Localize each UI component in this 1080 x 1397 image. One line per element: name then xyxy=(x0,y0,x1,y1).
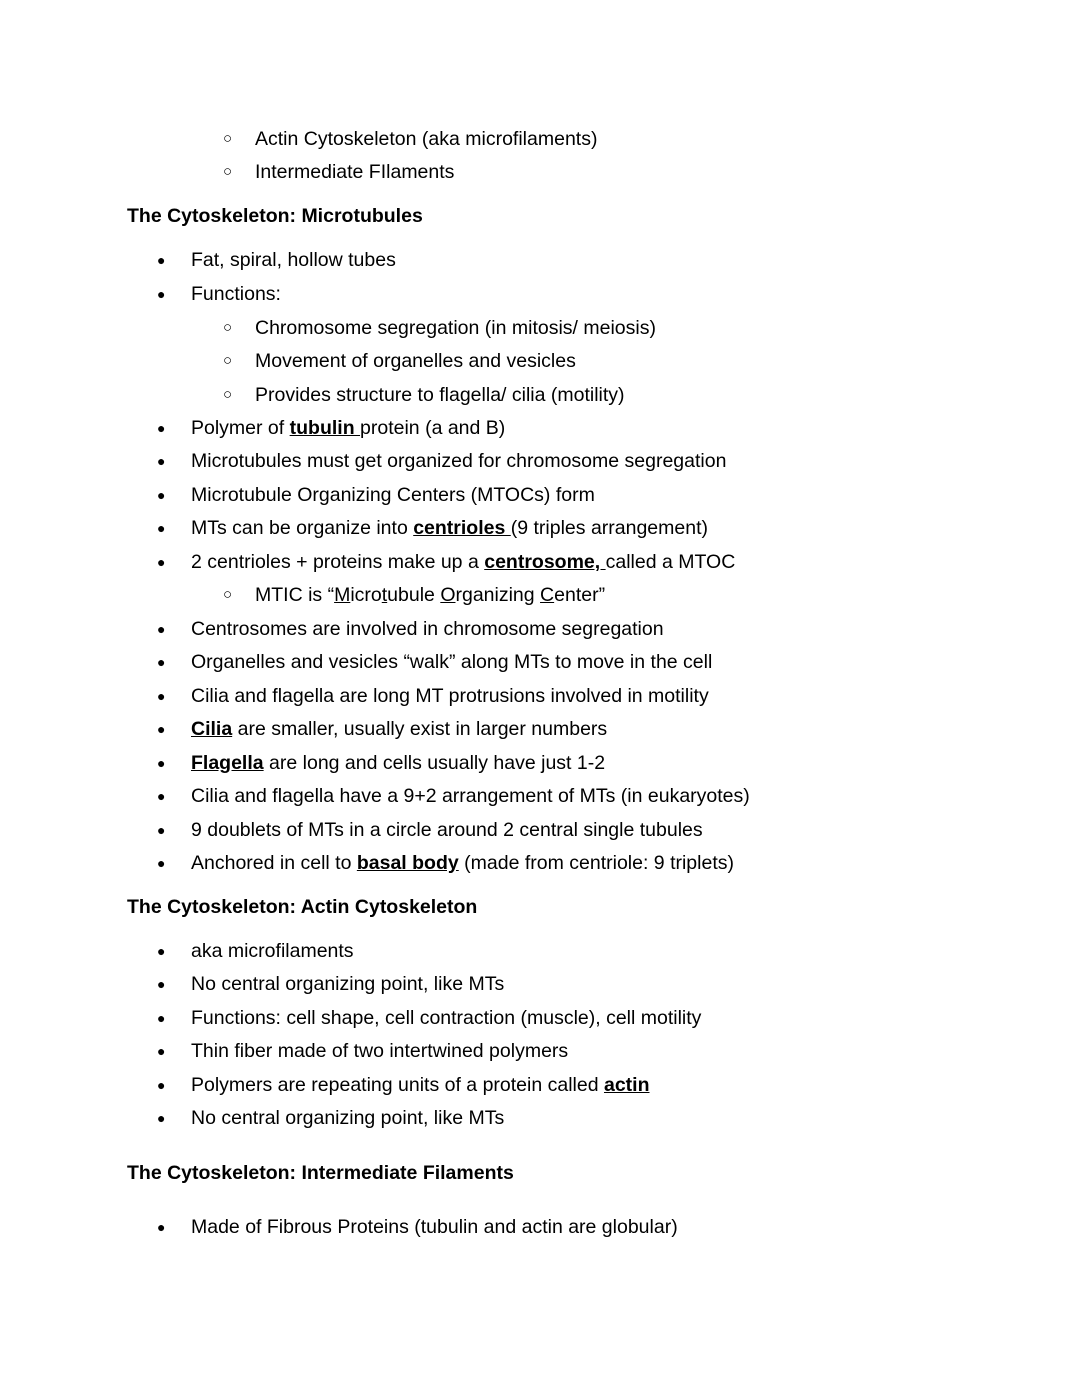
text-run: ubule xyxy=(387,584,441,606)
list-item-text: Cilia and flagella are long MT protrusions involved in motility xyxy=(191,685,709,707)
hollow-bullet-icon: ○ xyxy=(223,586,233,603)
list-item-text xyxy=(191,1073,650,1097)
list-item-text: Functions: cell shape, cell contraction (muscle), cell motility xyxy=(191,1007,702,1029)
text-run: protein (a and B) xyxy=(360,417,506,439)
section-heading-microtubules: The Cytoskeleton: Microtubules xyxy=(127,205,423,227)
bullet-icon: ● xyxy=(157,286,166,302)
text-run: called a MTOC xyxy=(605,551,736,573)
bullet-icon: ● xyxy=(157,453,166,469)
bullet-icon: ● xyxy=(157,976,166,992)
section-heading-intermediate: The Cytoskeleton: Intermediate Filaments xyxy=(127,1162,514,1184)
list-item-text xyxy=(191,717,607,741)
list-item-text xyxy=(255,583,605,607)
hollow-bullet-icon: ○ xyxy=(223,352,233,369)
list-item-text: Movement of organelles and vesicles xyxy=(255,350,576,372)
list-item-text xyxy=(191,516,708,540)
list-item-text: No central organizing point, like MTs xyxy=(191,1107,505,1129)
bullet-icon: ● xyxy=(157,487,166,503)
list-item-text xyxy=(191,416,505,440)
key-term: Cilia xyxy=(191,718,233,740)
key-term: centrioles xyxy=(413,517,511,539)
bullet-icon: ● xyxy=(157,621,166,637)
text-run: enter” xyxy=(554,584,606,606)
list-item-text: Actin Cytoskeleton (aka microfilaments) xyxy=(255,128,598,150)
list-item-text: aka microfilaments xyxy=(191,940,354,962)
key-term: basal body xyxy=(356,852,459,874)
text-run: are smaller, usually exist in larger numbers xyxy=(232,718,608,740)
list-item-text: Fat, spiral, hollow tubes xyxy=(191,249,396,271)
list-item-text: Cilia and flagella have a 9+2 arrangement of MTs (in eukaryotes) xyxy=(191,785,750,807)
bullet-icon: ● xyxy=(157,1077,166,1093)
text-run: Polymer of xyxy=(191,417,290,439)
list-item-text: No central organizing point, like MTs xyxy=(191,973,505,995)
text-run: 2 centrioles + proteins make up a xyxy=(191,551,485,573)
bullet-icon: ● xyxy=(157,822,166,838)
acronym-letter: t xyxy=(381,584,388,606)
text-run: Polymers are repeating units of a protein called xyxy=(191,1074,604,1096)
hollow-bullet-icon: ○ xyxy=(223,386,233,403)
key-term: Flagella xyxy=(191,752,264,774)
list-item-text: Made of Fibrous Proteins (tubulin and actin are globular) xyxy=(191,1216,678,1238)
key-term: centrosome, xyxy=(484,551,606,573)
text-run: rganizing xyxy=(455,584,541,606)
list-item-text: Centrosomes are involved in chromosome segregation xyxy=(191,618,664,640)
bullet-icon: ● xyxy=(157,654,166,670)
bullet-icon: ● xyxy=(157,943,166,959)
list-item-text xyxy=(191,851,734,875)
text-run: icro xyxy=(350,584,382,606)
bullet-icon: ● xyxy=(157,755,166,771)
list-item-text: Organelles and vesicles “walk” along MTs to move in the cell xyxy=(191,651,713,673)
text-run: MTs can be organize into xyxy=(191,517,414,539)
hollow-bullet-icon: ○ xyxy=(223,163,233,180)
text-run: are long and cells usually have just 1-2 xyxy=(263,752,606,774)
bullet-icon: ● xyxy=(157,1043,166,1059)
bullet-icon: ● xyxy=(157,252,166,268)
text-run: (9 triples arrangement) xyxy=(510,517,708,539)
list-item-text: Intermediate FIlaments xyxy=(255,161,455,183)
bullet-icon: ● xyxy=(157,788,166,804)
list-item-text xyxy=(191,550,735,574)
hollow-bullet-icon: ○ xyxy=(223,319,233,336)
list-item-text: Microtubule Organizing Centers (MTOCs) form xyxy=(191,484,595,506)
bullet-icon: ● xyxy=(157,1110,166,1126)
list-item-text: Microtubules must get organized for chromosome segregation xyxy=(191,450,727,472)
list-item-text: Functions: xyxy=(191,283,281,305)
acronym-letter: M xyxy=(334,584,351,606)
list-item-text: Thin fiber made of two intertwined polymers xyxy=(191,1040,569,1062)
list-item-text: Chromosome segregation (in mitosis/ meiosis) xyxy=(255,317,656,339)
hollow-bullet-icon: ○ xyxy=(223,130,233,147)
bullet-icon: ● xyxy=(157,554,166,570)
bullet-icon: ● xyxy=(157,520,166,536)
bullet-icon: ● xyxy=(157,1219,166,1235)
bullet-icon: ● xyxy=(157,721,166,737)
section-heading-actin: The Cytoskeleton: Actin Cytoskeleton xyxy=(127,896,478,918)
list-item-text: Provides structure to flagella/ cilia (motility) xyxy=(255,384,625,406)
text-run: (made from centriole: 9 triplets) xyxy=(458,852,734,874)
text-run: Anchored in cell to xyxy=(191,852,357,874)
key-term: actin xyxy=(603,1074,650,1096)
bullet-icon: ● xyxy=(157,855,166,871)
bullet-icon: ● xyxy=(157,1010,166,1026)
key-term: tubulin xyxy=(289,417,361,439)
acronym-letter: O xyxy=(440,584,456,606)
list-item-text: 9 doublets of MTs in a circle around 2 central single tubules xyxy=(191,819,703,841)
list-item-text xyxy=(191,751,605,775)
bullet-icon: ● xyxy=(157,688,166,704)
text-run: MTIC is “ xyxy=(255,584,335,606)
bullet-icon: ● xyxy=(157,420,166,436)
acronym-letter: C xyxy=(540,584,555,606)
